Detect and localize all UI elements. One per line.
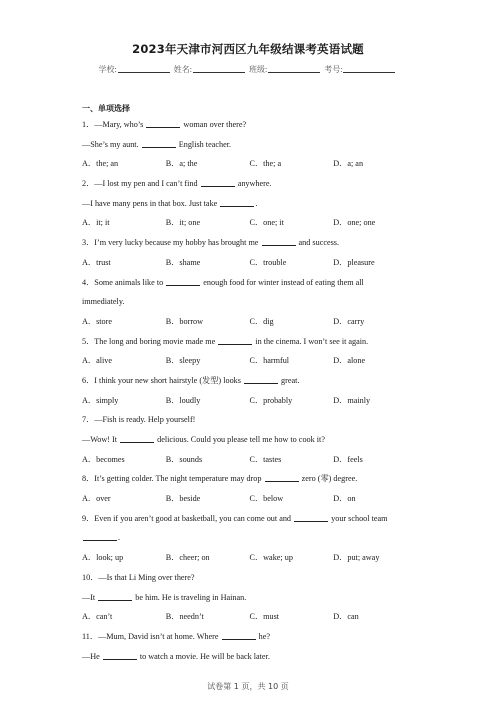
- question-stem: [82, 277, 417, 297]
- answer-option[interactable]: D．feels: [333, 454, 363, 464]
- answer-option[interactable]: B．loudly: [165, 395, 201, 405]
- question-text: 4．Some animals like to: [82, 277, 166, 287]
- question-text: 1．—Mary, who’s: [82, 120, 146, 129]
- question-reply: [82, 139, 417, 159]
- answer-option[interactable]: D．put; away: [333, 553, 380, 563]
- answer-blank: [218, 336, 252, 345]
- question-item: [82, 178, 417, 237]
- option-row: [82, 217, 417, 237]
- answer-option[interactable]: A．look; up: [82, 553, 124, 563]
- question-list: [82, 119, 417, 670]
- option-row: [82, 552, 417, 572]
- answer-blank: [83, 532, 117, 541]
- student-info-line: [0, 64, 496, 75]
- question-text: —He: [82, 651, 102, 661]
- option-row: [82, 611, 417, 631]
- option-row: [82, 257, 417, 277]
- option-row: [82, 355, 417, 375]
- question-text: 6．I think your new short hairstyle (发型) looks: [82, 375, 243, 385]
- question-text: 7．—Fish is ready. Help yourself!: [82, 415, 196, 425]
- question-text: enough food for winter instead of eating them all: [201, 277, 364, 287]
- answer-blank: [220, 198, 254, 207]
- page-footer: 试卷第 1 页，共 10 页: [207, 682, 289, 691]
- question-text: woman over there?: [181, 120, 247, 129]
- question-text: 9．Even if you aren’t good at basketball, you can come out and: [82, 513, 294, 523]
- question-text: your school team: [329, 513, 388, 523]
- answer-option[interactable]: C．must: [249, 612, 280, 622]
- answer-option[interactable]: D．pleasure: [333, 257, 375, 267]
- answer-blank: [201, 178, 235, 187]
- question-text: 2．—I lost my pen and I can’t find: [82, 179, 200, 189]
- answer-option[interactable]: D．one; one: [333, 218, 376, 228]
- answer-option[interactable]: B．sleepy: [165, 356, 201, 366]
- question-stem: [82, 473, 417, 493]
- answer-option[interactable]: C．probably: [249, 395, 293, 405]
- question-text: and success.: [296, 238, 340, 248]
- question-text: .: [255, 198, 258, 208]
- answer-blank: [142, 139, 176, 148]
- question-stem: [82, 336, 417, 356]
- question-text: 10．—Is that Li Ming over there?: [82, 572, 195, 582]
- question-item: [82, 277, 417, 336]
- question-item: [82, 119, 417, 178]
- answer-option[interactable]: D．a; an: [333, 159, 364, 169]
- question-stem: [82, 178, 417, 198]
- question-text: zero (零) degree.: [299, 474, 358, 484]
- answer-option[interactable]: B．it; one: [165, 218, 201, 228]
- question-text: be him. He is traveling in Hainan.: [133, 592, 247, 602]
- answer-option[interactable]: D．alone: [333, 356, 366, 366]
- answer-option[interactable]: C．below: [249, 494, 284, 504]
- option-row: [82, 493, 417, 513]
- answer-blank: [294, 513, 328, 522]
- answer-option[interactable]: A．can’t: [82, 612, 113, 622]
- answer-option[interactable]: B．needn’t: [165, 612, 204, 622]
- answer-option[interactable]: D．can: [333, 612, 359, 622]
- question-stem: [82, 414, 417, 434]
- question-stem: [82, 375, 417, 395]
- exam-no-blank[interactable]: [343, 64, 395, 73]
- answer-option[interactable]: C．the; a: [249, 159, 282, 169]
- answer-option[interactable]: B．borrow: [165, 316, 204, 326]
- answer-option[interactable]: B．beside: [165, 494, 201, 504]
- question-item: [82, 237, 417, 276]
- answer-blank: [244, 375, 278, 384]
- question-continuation: [82, 296, 417, 316]
- answer-option[interactable]: B．a; the: [165, 159, 198, 169]
- answer-option[interactable]: A．becomes: [82, 454, 125, 464]
- question-stem: [82, 237, 417, 257]
- question-text: English teacher.: [176, 139, 232, 149]
- exam-title: 2023年天津市河西区九年级结课考英语试题: [132, 42, 364, 56]
- question-reply: [82, 592, 417, 612]
- question-item: [82, 572, 417, 631]
- answer-option[interactable]: D．carry: [333, 316, 365, 326]
- question-text: immediately.: [82, 297, 125, 307]
- question-item: [82, 473, 417, 512]
- name-label: 姓名:: [173, 65, 192, 74]
- answer-option[interactable]: D．on: [333, 494, 356, 504]
- class-label: 班级:: [249, 65, 268, 74]
- question-stem: [82, 119, 417, 139]
- question-stem: [82, 572, 417, 592]
- option-row: [82, 158, 417, 178]
- option-row: [82, 316, 417, 336]
- school-label: 学校:: [98, 65, 117, 74]
- answer-option[interactable]: C．wake; up: [249, 553, 293, 563]
- question-text: 11．—Mum, David isn’t at home. Where: [82, 631, 221, 641]
- answer-option[interactable]: C．dig: [249, 316, 274, 326]
- question-continuation: [82, 532, 417, 552]
- answer-option[interactable]: A．the; an: [82, 159, 119, 169]
- answer-option[interactable]: D．mainly: [333, 395, 371, 405]
- question-text: he?: [256, 631, 270, 641]
- answer-option[interactable]: C．one; it: [249, 218, 284, 228]
- question-item: [82, 375, 417, 414]
- question-reply: [82, 651, 417, 671]
- question-item: [82, 336, 417, 375]
- question-text: in the cinema. I won’t see it again.: [253, 336, 369, 346]
- question-text: —She’s my aunt.: [82, 139, 141, 149]
- answer-option[interactable]: B．cheer; on: [165, 553, 210, 563]
- question-stem: [82, 631, 417, 651]
- option-row: [82, 395, 417, 415]
- class-blank[interactable]: [268, 64, 320, 73]
- section-heading: 一、单项选择: [82, 104, 130, 113]
- answer-option[interactable]: C．trouble: [249, 257, 287, 267]
- question-text: 5．The long and boring movie made me: [82, 336, 218, 346]
- answer-blank: [262, 237, 296, 246]
- answer-option[interactable]: A．simply: [82, 395, 119, 405]
- answer-option[interactable]: C．tastes: [249, 454, 282, 464]
- answer-option[interactable]: C．harmful: [249, 356, 290, 366]
- answer-blank: [166, 277, 200, 286]
- question-reply: [82, 198, 417, 218]
- question-item: [82, 631, 417, 670]
- question-item: [82, 414, 417, 473]
- question-text: great.: [279, 375, 300, 385]
- answer-blank: [120, 434, 154, 443]
- question-text: 8．It’s getting colder. The night temperature may drop: [82, 474, 264, 484]
- exam-no-label: 考号:: [324, 65, 343, 74]
- answer-option[interactable]: A．store: [82, 316, 113, 326]
- answer-option[interactable]: A．alive: [82, 356, 113, 366]
- question-text: anywhere.: [235, 179, 272, 189]
- answer-option[interactable]: A．over: [82, 494, 111, 504]
- school-blank[interactable]: [118, 64, 170, 73]
- answer-blank: [98, 592, 132, 601]
- question-stem: [82, 513, 417, 533]
- answer-option[interactable]: B．shame: [165, 257, 201, 267]
- answer-option[interactable]: A．it; it: [82, 218, 110, 228]
- option-row: [82, 454, 417, 474]
- question-text: .: [118, 533, 121, 543]
- question-text: —It: [82, 592, 98, 602]
- question-item: [82, 513, 417, 572]
- answer-blank: [265, 473, 299, 482]
- question-text: to watch a movie. He will be back later.: [137, 651, 270, 661]
- question-text: —Wow! It: [82, 435, 120, 444]
- question-text: —I have many pens in that box. Just take: [82, 198, 220, 208]
- question-text: 3．I’m very lucky because my hobby has brought me: [82, 238, 261, 248]
- question-reply: [82, 434, 417, 454]
- answer-blank: [103, 651, 137, 660]
- answer-blank: [222, 631, 256, 640]
- answer-blank: [146, 119, 180, 128]
- question-text: delicious. Could you please tell me how to cook it?: [155, 435, 325, 444]
- answer-option[interactable]: B．sounds: [165, 454, 203, 464]
- answer-option[interactable]: A．trust: [82, 257, 111, 267]
- name-blank[interactable]: [193, 64, 245, 73]
